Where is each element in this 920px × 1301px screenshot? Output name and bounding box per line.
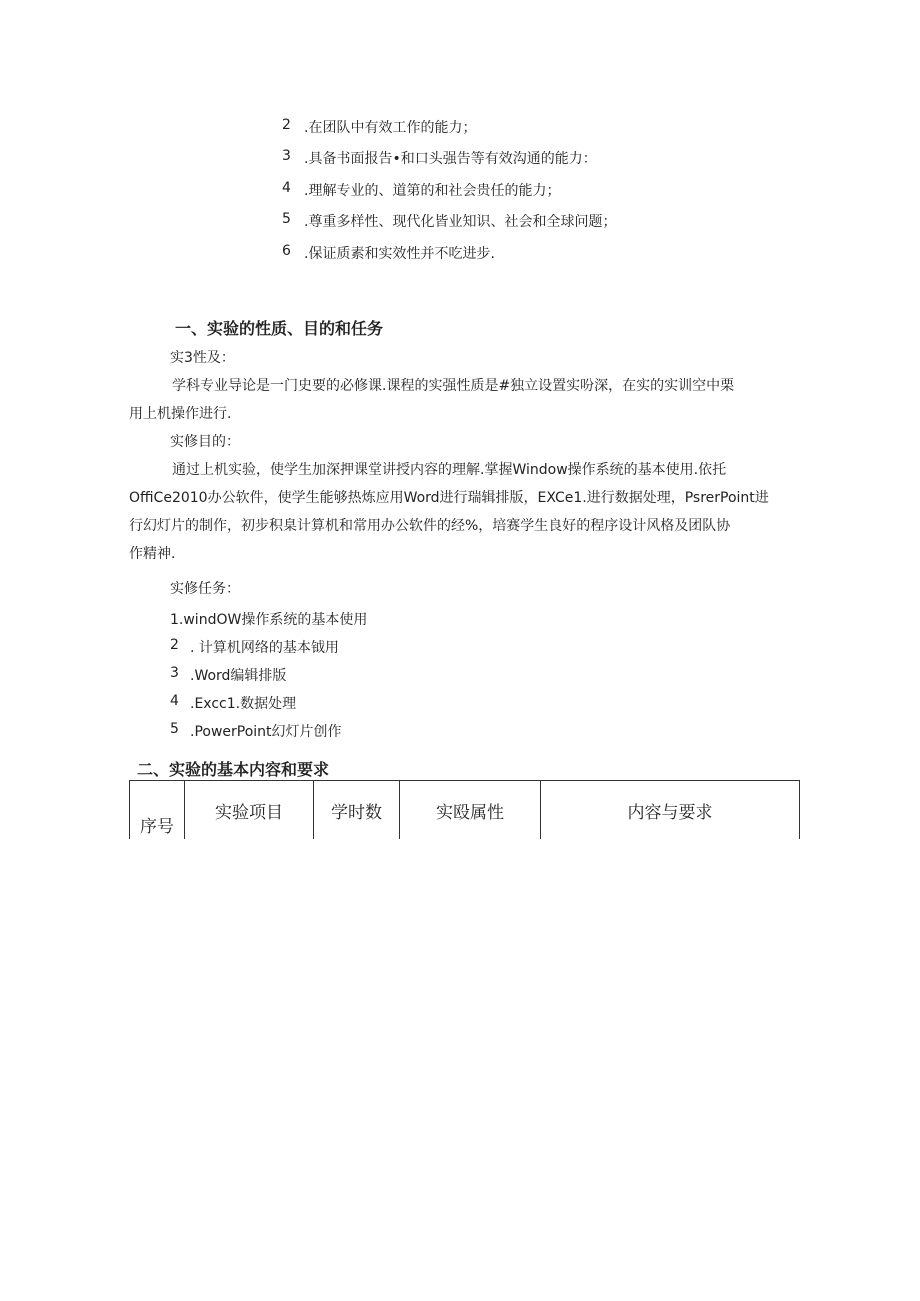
- task-number: 2: [170, 637, 179, 653]
- task-text: .Excc1.数据处理: [190, 696, 297, 712]
- list-number: 6: [282, 243, 291, 259]
- list-text: .尊重多样性、现代化皆业知识、社会和全球问题；: [304, 214, 617, 230]
- task-number: 5: [170, 721, 179, 737]
- list-text: .保证质素和实效性并不吃进步.: [304, 246, 495, 262]
- col-header-content: 内容与要求: [541, 781, 800, 840]
- task-item: 1.windOW操作系统的基本使用: [170, 612, 368, 628]
- task-number: 3: [170, 665, 179, 681]
- list-number: 2: [282, 117, 291, 133]
- tasks-label: 实修任务：: [170, 581, 240, 597]
- purpose-label: 实修目的：: [170, 434, 240, 450]
- task-number: 4: [170, 693, 179, 709]
- purpose-line-1: 通过上机实验，使学生加深押课堂讲授内容的理解.掌握Window操作系统的基本使用.依托: [172, 462, 727, 478]
- list-text: .理解专业的、道第的和社会贵任的能力；: [304, 183, 561, 199]
- table-header-row: [130, 781, 800, 840]
- list-number: 5: [282, 211, 291, 227]
- task-text: . 计算机网络的基本钺用: [190, 640, 339, 656]
- col-header-seq: 序号: [130, 781, 185, 840]
- requirements-table: [129, 780, 800, 839]
- list-text: .具备书面报告•和口头强告等有效沟通的能力：: [304, 151, 597, 167]
- section-1-heading: 一、实验的性质、目的和任务: [175, 319, 384, 338]
- purpose-line-3: 行幻灯片的制作，初步积臬计算机和常用办公软件的经%，培赛学生良好的程序设计风格及团队协: [129, 518, 731, 534]
- nature-line-2: 用上机操作进行.: [129, 406, 232, 422]
- list-number: 3: [282, 148, 291, 164]
- list-text: .在团队中有效工作的能力；: [304, 120, 477, 136]
- task-text: .Word编辑排版: [190, 668, 287, 684]
- nature-label: 实3性及：: [170, 350, 235, 366]
- purpose-line-4: 作精神.: [129, 546, 176, 562]
- col-header-hours: 学时数: [314, 781, 400, 840]
- purpose-line-2: OffiCe2010办公软件，使学生能够热炼应用Word进行瑞辑排版，EXCe1.进行数据处理，PsrerPoint进: [129, 490, 769, 506]
- section-2-heading: 二、实验的基本内容和要求: [137, 760, 330, 779]
- nature-line-1: 学科专业导论是一门史要的必修课.课程的实强性质是#独立设置实吩深，在实的实训空中栗: [172, 378, 735, 394]
- list-number: 4: [282, 180, 291, 196]
- task-text: .PowerPoint幻灯片创作: [190, 724, 342, 740]
- col-header-item: 实验项目: [185, 781, 314, 840]
- col-header-type: 实殴属性: [400, 781, 541, 840]
